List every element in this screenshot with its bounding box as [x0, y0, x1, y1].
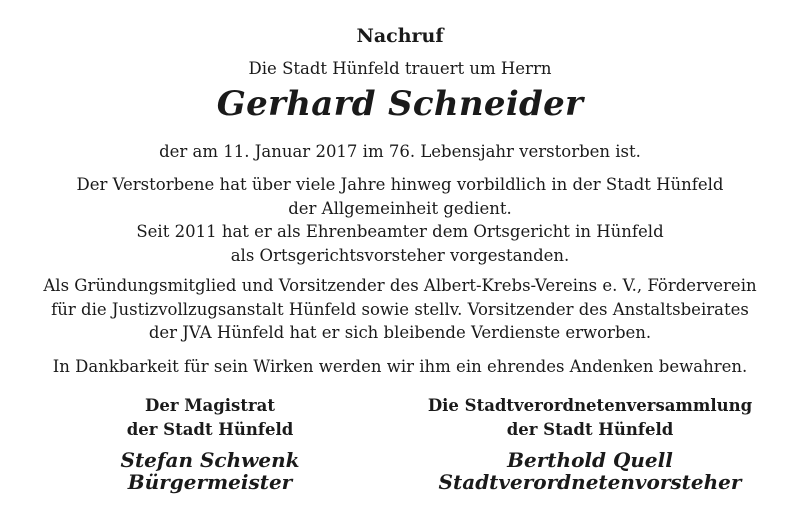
service-paragraph	[0, 173, 800, 267]
signature-org-line: der Stadt Hünfeld	[126, 419, 294, 439]
paragraph-line: für die Justizvollzugsanstalt Hünfeld sowie stellv. Vorsitzender des Anstaltsbeirates	[51, 299, 749, 319]
paragraph-line: Seit 2011 hat er als Ehrenbeamter dem Ortsgericht in Hünfeld	[136, 222, 664, 241]
signatory-name: Stefan Schwenk	[120, 448, 300, 472]
paragraph-line: als Ortsgerichtsvorsteher vorgestanden.	[230, 245, 570, 265]
signature-org-line: der Stadt Hünfeld	[506, 419, 674, 439]
signatory-role: Bürgermeister	[127, 470, 293, 494]
notice-intro: Die Stadt Hünfeld trauert um Herrn	[248, 59, 552, 78]
signature-org-line: Der Magistrat	[145, 396, 275, 415]
deceased-name: Gerhard Schneider	[216, 84, 584, 124]
signatory-name: Berthold Quell	[507, 448, 673, 472]
paragraph-line: Der Verstorbene hat über viele Jahre hinweg vorbildlich in der Stadt Hünfeld	[76, 175, 724, 194]
paragraph-line: der JVA Hünfeld hat er sich bleibende Verdienste erworben.	[148, 323, 652, 342]
merits-paragraph	[0, 274, 800, 345]
paragraph-line: Als Gründungsmitglied und Vorsitzender des Albert-Krebs-Vereins e. V., Förderverein	[43, 276, 757, 295]
signatory-role: Stadtverordnetenvorsteher	[438, 470, 742, 494]
signature-block-magistrat	[90, 394, 330, 493]
notice-heading: Nachruf	[356, 25, 444, 47]
paragraph-line: der Allgemeinheit gedient.	[288, 198, 512, 218]
signature-block-stadtverordnetenversammlung	[420, 394, 760, 493]
closing-paragraph	[0, 355, 800, 379]
death-statement	[0, 140, 800, 164]
closing-line: In Dankbarkeit für sein Wirken werden wir ihm ein ehrendes Andenken bewahren.	[52, 357, 748, 376]
death-line: der am 11. Januar 2017 im 76. Lebensjahr verstorben ist.	[159, 142, 641, 161]
signature-org-line: Die Stadtverordnetenversammlung	[427, 396, 753, 415]
